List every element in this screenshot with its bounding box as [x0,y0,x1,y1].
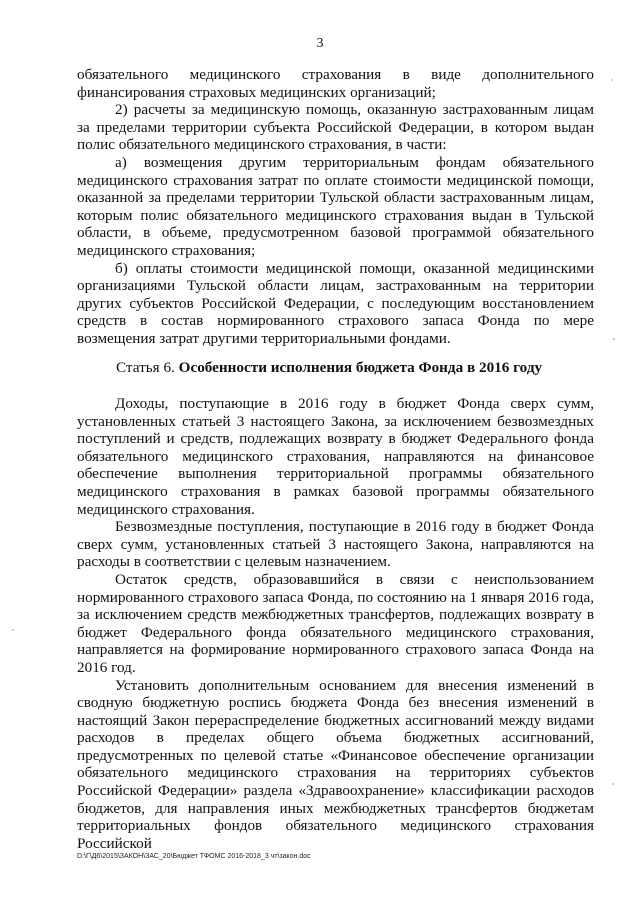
paragraph-item-2b: б) оплаты стоимости медицинской помощи, оказанной медицинскими организациями Тульской области лицам, застрахованным на территории других субъектов Российской Федерации, с последующим восстановлением средств в состав нормированного страхового запаса Фонда по мере возмещения затрат другими территориальными фондами. [77,259,594,347]
footer-file-path: D:\Г\Д6\2015\ЗАКОН\ЗАС_20\Бюджет ТФОМС 2016-2018_3 чт\закон.doc [77,853,311,860]
paragraph-reserve-balance: Остаток средств, образовавшийся в связи с неиспользованием нормированного страхового запаса Фонда, по состоянию на 1 января 2016 года, за исключением средств межбюджетных трансфертов, подлежащих возврату в бюджет Федерального фонда обязательного медицинского страхования, направляется на формирование нормированного страхового запаса Фонда на 2016 год. [77,570,594,676]
text-block-top [77,66,594,348]
scan-speck [611,79,613,81]
paragraph-gratuitous-receipts: Безвозмездные поступления, поступающие в 2016 году в бюджет Фонда сверх сумм, установленных статьей 3 настоящего Закона, направляются на расходы в соответствии с целевым назначением. [77,518,594,571]
text-block-article [77,395,594,852]
paragraph-item-2a: а) возмещения другим территориальным фондам обязательного медицинского страхования затрат по оплате стоимости медицинской помощи, оказанной за пределами территории Тульской области застрахованным лицам, которым полис обязательного медицинского страхования выдан в Тульской области, в объеме, предусмотренном базовой программой обязательного медицинского страхования; [77,153,594,259]
paragraph-additional-basis: Установить дополнительным основанием для внесения изменений в сводную бюджетную роспись бюджета Фонда без внесения изменений в настоящий Закон перераспределение бюджетных ассигнований между видами расходов в пределах общего объема бюджетных ассигнований, предусмотренных по целевой статье «Финансовое обеспечение организации обязательного медицинского страхования на территориях субъектов Российской Федерации» раздела «Здравоохранение» классификации расходов бюджетов, для направления иных межбюджетных трансфертов бюджетам территориальных фондов обязательного медицинского страхования Российской [77,676,594,852]
scan-speck [613,338,615,340]
paragraph-revenues: Доходы, поступающие в 2016 году в бюджет Фонда сверх сумм, установленных статьей 3 настоящего Закона, за исключением безвозмездных поступлений и средств, подлежащих возврату в бюджет Федерального фонда обязательного медицинского страхования, направляются на финансовое обеспечение выполнения территориальной программы обязательного медицинского страхования в рамках базовой программы обязательного медицинского страхования. [77,395,594,518]
paragraph-continuation: обязательного медицинского страхования в виде дополнительного финансирования страховых медицинских организаций; [77,66,594,101]
paragraph-item-2: 2) расчеты за медицинскую помощь, оказанную застрахованным лицам за пределами территории субъекта Российской Федерации, в котором выдан полис обязательного медицинского страхования, в части: [77,101,594,154]
article-heading [116,359,596,377]
scan-speck [612,783,614,785]
article-number: Статья 6. [116,359,179,376]
page-number: 3 [316,36,324,51]
article-title: Особенности исполнения бюджета Фонда в 2016 году [178,359,543,376]
scan-speck [12,629,14,631]
